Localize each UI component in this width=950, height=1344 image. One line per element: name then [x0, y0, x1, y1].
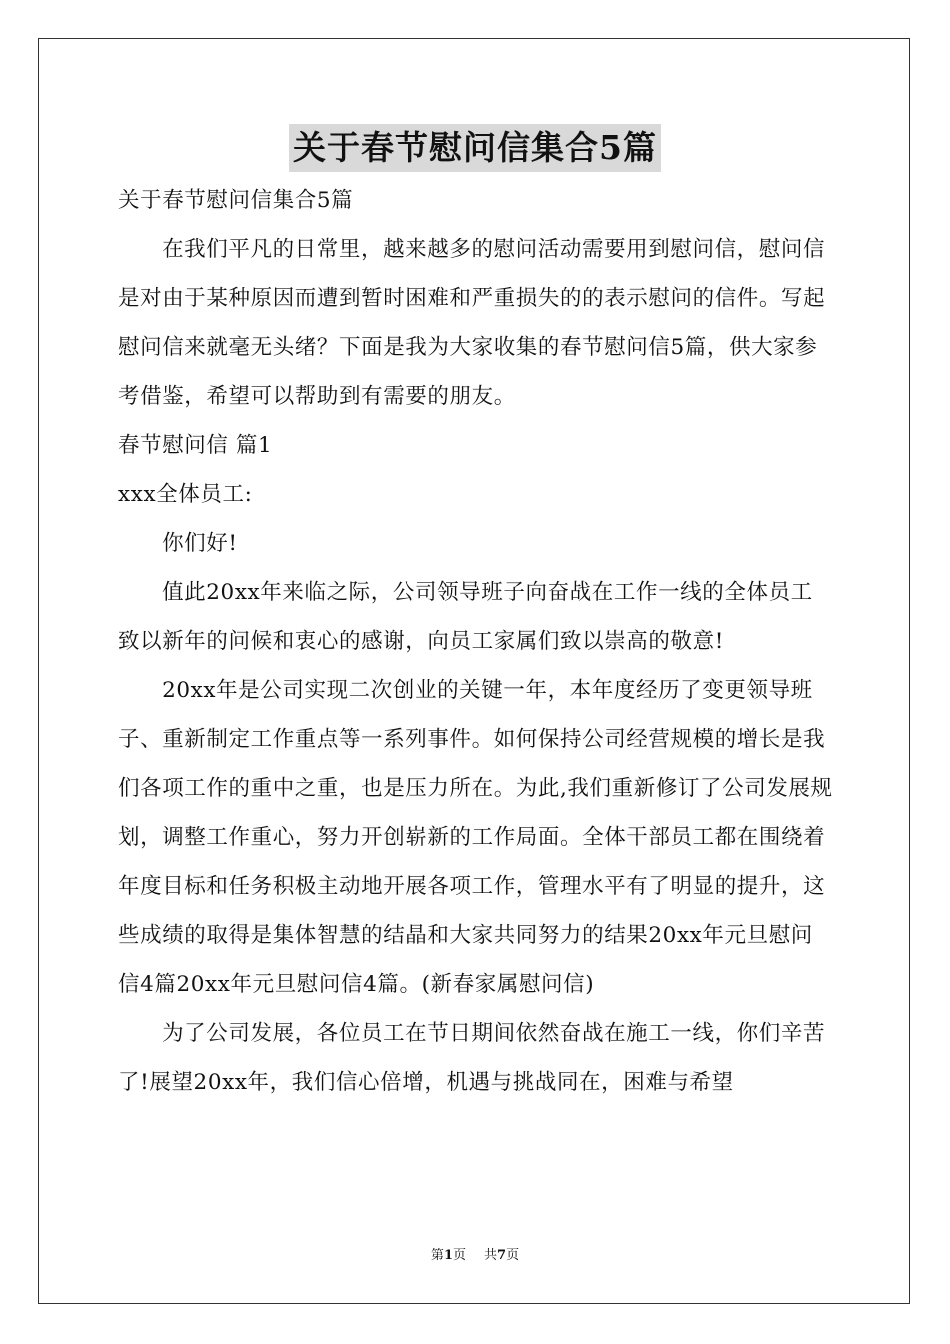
document-body — [118, 176, 834, 1107]
document-subtitle: 关于春节慰问信集合5篇 — [118, 188, 354, 213]
intro-paragraph: 在我们平凡的日常里，越来越多的慰问活动需要用到慰问信，慰问信是对由于某种原因而遭到暂时困难和严重损失的的表示慰问的信件。写起慰问信来就毫无头绪？下面是我为大家收集的春节慰问信5篇，供大家参考借鉴，希望可以帮助到有需要的朋友。 — [118, 237, 826, 409]
body-paragraph: 值此20xx年来临之际，公司领导班子向奋战在工作一线的全体员工致以新年的问候和衷心的感谢，向员工家属们致以崇高的敬意! — [118, 580, 813, 654]
page-prefix: 第 — [430, 1248, 444, 1263]
total-unit: 页 — [506, 1248, 520, 1263]
total-prefix: 共 — [484, 1248, 498, 1263]
total-page-number: 7 — [497, 1248, 507, 1263]
salutation: xxx全体员工: — [118, 482, 253, 507]
document-title: 关于春节慰问信集合5篇 — [289, 124, 661, 172]
section-heading: 春节慰问信 篇1 — [118, 433, 273, 458]
body-paragraph: 为了公司发展，各位员工在节日期间依然奋战在施工一线，你们辛苦了!展望20xx年，我们信心倍增，机遇与挑战同在，困难与希望 — [118, 1021, 826, 1095]
page-unit: 页 — [452, 1248, 466, 1263]
title-container — [0, 124, 950, 172]
body-paragraph: 20xx年是公司实现二次创业的关键一年，本年度经历了变更领导班子、重新制定工作重点等一系列事件。如何保持公司经营规模的增长是我们各项工作的重中之重，也是压力所在。为此,我们重新修订了公司发展规划，调整工作重心，努力开创崭新的工作局面。全体干部员工都在围绕着年度目标和任务积极主动地开展各项工作，管理水平有了明显的提升，这些成绩的取得是集体智慧的结晶和大家共同努力的结果20xx年元旦慰问信4篇20xx年元旦慰问信4篇。(新春家属慰问信) — [118, 678, 833, 997]
page-footer — [0, 1246, 950, 1266]
current-page-number: 1 — [443, 1248, 453, 1263]
greeting: 你们好! — [162, 531, 238, 556]
